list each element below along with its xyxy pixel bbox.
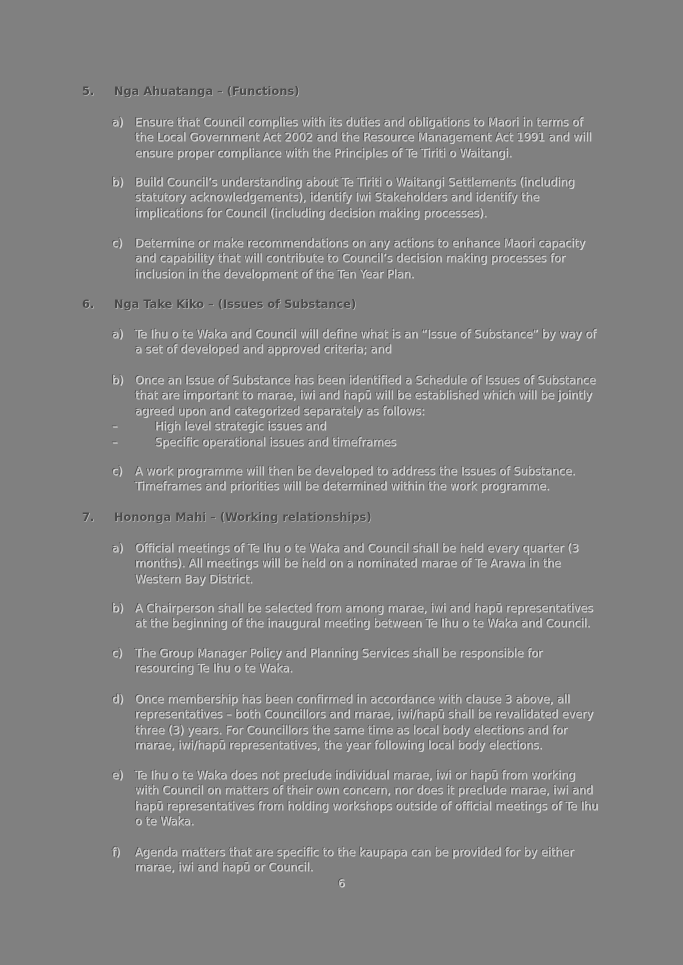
clause-text: Te Ihu o te Waka and Council will define what is an “Issue of Substance” by way of a set of developed and approved criteria; and: [135, 328, 597, 357]
clause-6a: [112, 327, 602, 358]
clause-6b: [112, 373, 602, 450]
page-number: 6: [338, 877, 345, 890]
bullet-item: [112, 435, 602, 450]
clause-letter: c): [112, 647, 123, 660]
clause-7f: [112, 845, 602, 876]
section-number: 7.: [82, 510, 95, 524]
clause-text: The Group Manager Policy and Planning Services shall be responsible for resourcing Te Ihu o te Waka.: [135, 647, 543, 676]
clause-5b: [112, 175, 602, 221]
clause-text: A Chairperson shall be selected from among marae, iwi and hapū representatives at the beginning of the inaugural meeting between Te Ihu o te Waka and Council.: [135, 602, 594, 631]
clause-5a: [112, 115, 602, 161]
clause-text: Determine or make recommendations on any actions to enhance Maori capacity and capability that will contribute to Council’s decision making processes for inclusion in the development of the Ten Year Plan.: [135, 237, 586, 281]
clause-text: Ensure that Council complies with its duties and obligations to Maori in terms of the Local Government Act 2002 and the Resource Management Act 1991 and will ensure proper compliance with the Principles of Te Tiriti o Waitangi.: [135, 116, 592, 160]
clause-letter: c): [112, 465, 123, 478]
clause-letter: a): [112, 542, 124, 555]
section-6-heading: [82, 297, 356, 311]
clause-text: Agenda matters that are specific to the kaupapa can be provided for by either marae, iwi and hapū or Council.: [135, 846, 574, 875]
clause-letter: a): [112, 116, 124, 129]
clause-7d: [112, 692, 602, 754]
clause-letter: a): [112, 328, 124, 341]
clause-letter: e): [112, 769, 124, 782]
clause-5c: [112, 236, 602, 282]
clause-letter: c): [112, 237, 123, 250]
clause-text: A work programme will then be developed to address the Issues of Substance. Timeframes and priorities will be determined within the work programme.: [135, 465, 576, 494]
section-5-heading: [82, 84, 299, 98]
dash-icon: –: [112, 420, 118, 434]
bullet-text: Specific operational issues and timeframes: [155, 435, 397, 449]
clause-text: Te Ihu o te Waka does not preclude individual marae, iwi or hapū from working with Council on matters of their own concern, nor does it preclude marae, iwi and hapū representatives from holding workshops outside of official meetings of Te Ihu o te Waka.: [135, 769, 599, 829]
bullet-text: High level strategic issues and: [155, 420, 327, 434]
clause-text: Once an Issue of Substance has been identified a Schedule of Issues of Substance that are important to marae, iwi and hapū will be established which will be jointly agreed upon and categorized separately as follows:: [135, 374, 596, 418]
clause-letter: f): [112, 846, 121, 859]
clause-text: Once membership has been confirmed in accordance with clause 3 above, all representatives – both Councillors and marae, iwi/hapū shall be revalidated every three (3) years. For Councillors the same time as local body elections and for marae, iwi/hapū representatives, the year following local body elections.: [135, 693, 594, 753]
section-title: Nga Take Kiko – (Issues of Substance): [114, 297, 357, 311]
clause-letter: b): [112, 374, 124, 387]
dash-icon: –: [112, 435, 118, 449]
clause-text: Official meetings of Te Ihu o te Waka and Council shall be held every quarter (3 months). All meetings will be held on a nominated marae of Te Arawa in the Western Bay District.: [135, 542, 579, 586]
section-number: 6.: [82, 297, 95, 311]
clause-7e: [112, 768, 602, 830]
section-title: Hononga Mahi – (Working relationships): [114, 510, 372, 524]
clause-letter: d): [112, 693, 124, 706]
clause-6c: [112, 464, 602, 495]
clause-letter: b): [112, 176, 124, 189]
clause-6b-bullet-list: [112, 419, 602, 450]
section-number: 5.: [82, 84, 95, 98]
clause-letter: b): [112, 602, 124, 615]
clause-7b: [112, 601, 602, 632]
clause-text: Build Council’s understanding about Te Tiriti o Waitangi Settlements (including statutory acknowledgements), identify Iwi Stakeholders and identify the implications for Council (including decision making processes).: [135, 176, 575, 220]
clause-7c: [112, 646, 602, 677]
section-title: Nga Ahuatanga – (Functions): [114, 84, 300, 98]
bullet-item: [112, 419, 602, 434]
clause-7a: [112, 541, 602, 587]
section-7-heading: [82, 510, 372, 524]
